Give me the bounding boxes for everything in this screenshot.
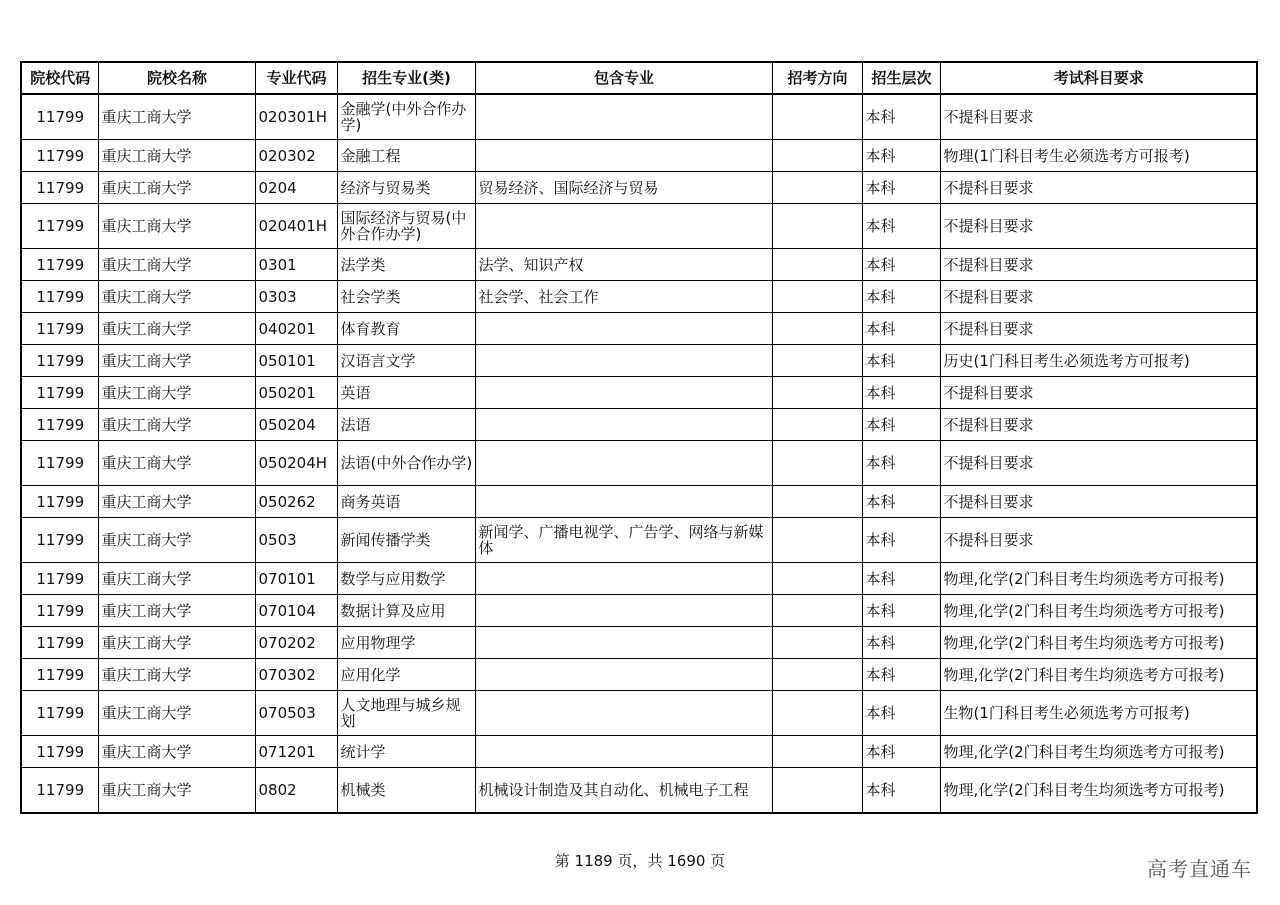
- cell-direction: [772, 518, 862, 563]
- header-level: 招生层次: [862, 62, 940, 94]
- cell-direction: [772, 313, 862, 345]
- cell-level: 本科: [862, 172, 940, 204]
- cell-requirement: 不提科目要求: [940, 518, 1257, 563]
- cell-includes: [475, 94, 772, 140]
- cell-requirement: 不提科目要求: [940, 377, 1257, 409]
- header-school-code: 院校代码: [21, 62, 98, 94]
- cell-requirement: 不提科目要求: [940, 204, 1257, 249]
- cell-school-code: 11799: [21, 486, 98, 518]
- cell-major-code: 070503: [255, 691, 337, 736]
- cell-level: 本科: [862, 441, 940, 486]
- cell-school-code: 11799: [21, 204, 98, 249]
- cell-major: 商务英语: [337, 486, 475, 518]
- table-row: [21, 627, 1257, 659]
- cell-school-code: 11799: [21, 563, 98, 595]
- cell-includes: [475, 204, 772, 249]
- header-direction: 招考方向: [772, 62, 862, 94]
- cell-school-code: 11799: [21, 94, 98, 140]
- cell-requirement: 物理,化学(2门科目考生均须选考方可报考): [940, 595, 1257, 627]
- cell-includes: [475, 377, 772, 409]
- cell-major-code: 070202: [255, 627, 337, 659]
- cell-includes: [475, 595, 772, 627]
- cell-requirement: 不提科目要求: [940, 94, 1257, 140]
- cell-major: 法学类: [337, 249, 475, 281]
- cell-school-code: 11799: [21, 172, 98, 204]
- cell-major-code: 070101: [255, 563, 337, 595]
- cell-school-code: 11799: [21, 518, 98, 563]
- cell-major-code: 0303: [255, 281, 337, 313]
- cell-direction: [772, 659, 862, 691]
- cell-includes: 贸易经济、国际经济与贸易: [475, 172, 772, 204]
- cell-level: 本科: [862, 518, 940, 563]
- cell-major: 新闻传播学类: [337, 518, 475, 563]
- header-major: 招生专业(类): [337, 62, 475, 94]
- cell-school-code: 11799: [21, 768, 98, 814]
- table-row: [21, 140, 1257, 172]
- table-row: [21, 172, 1257, 204]
- header-includes: 包含专业: [475, 62, 772, 94]
- cell-level: 本科: [862, 691, 940, 736]
- cell-school-name: 重庆工商大学: [98, 172, 255, 204]
- cell-includes: [475, 409, 772, 441]
- cell-major-code: 0204: [255, 172, 337, 204]
- cell-major: 金融学(中外合作办学): [337, 94, 475, 140]
- cell-major: 金融工程: [337, 140, 475, 172]
- cell-school-code: 11799: [21, 345, 98, 377]
- cell-school-name: 重庆工商大学: [98, 409, 255, 441]
- cell-requirement: 不提科目要求: [940, 172, 1257, 204]
- cell-direction: [772, 281, 862, 313]
- table-row: [21, 595, 1257, 627]
- cell-school-code: 11799: [21, 627, 98, 659]
- cell-school-name: 重庆工商大学: [98, 204, 255, 249]
- cell-school-name: 重庆工商大学: [98, 563, 255, 595]
- cell-school-name: 重庆工商大学: [98, 377, 255, 409]
- cell-major: 机械类: [337, 768, 475, 814]
- cell-requirement: 生物(1门科目考生必须选考方可报考): [940, 691, 1257, 736]
- cell-school-name: 重庆工商大学: [98, 518, 255, 563]
- cell-major-code: 050204H: [255, 441, 337, 486]
- cell-level: 本科: [862, 377, 940, 409]
- cell-includes: [475, 313, 772, 345]
- cell-requirement: 不提科目要求: [940, 249, 1257, 281]
- cell-school-code: 11799: [21, 249, 98, 281]
- cell-major: 社会学类: [337, 281, 475, 313]
- cell-level: 本科: [862, 281, 940, 313]
- table-row: [21, 249, 1257, 281]
- cell-requirement: 不提科目要求: [940, 313, 1257, 345]
- cell-level: 本科: [862, 140, 940, 172]
- cell-includes: [475, 140, 772, 172]
- cell-direction: [772, 627, 862, 659]
- cell-major-code: 050204: [255, 409, 337, 441]
- cell-major-code: 071201: [255, 736, 337, 768]
- cell-level: 本科: [862, 595, 940, 627]
- cell-major: 统计学: [337, 736, 475, 768]
- cell-major: 应用化学: [337, 659, 475, 691]
- table-row: [21, 659, 1257, 691]
- cell-school-code: 11799: [21, 659, 98, 691]
- cell-major: 应用物理学: [337, 627, 475, 659]
- cell-major-code: 040201: [255, 313, 337, 345]
- cell-includes: [475, 441, 772, 486]
- cell-major: 数学与应用数学: [337, 563, 475, 595]
- cell-school-name: 重庆工商大学: [98, 140, 255, 172]
- cell-major: 英语: [337, 377, 475, 409]
- cell-major: 汉语言文学: [337, 345, 475, 377]
- cell-major-code: 020401H: [255, 204, 337, 249]
- cell-school-code: 11799: [21, 281, 98, 313]
- cell-major: 法语(中外合作办学): [337, 441, 475, 486]
- cell-requirement: 不提科目要求: [940, 409, 1257, 441]
- cell-level: 本科: [862, 486, 940, 518]
- cell-major-code: 050101: [255, 345, 337, 377]
- cell-level: 本科: [862, 94, 940, 140]
- cell-requirement: 物理,化学(2门科目考生均须选考方可报考): [940, 563, 1257, 595]
- cell-direction: [772, 204, 862, 249]
- cell-major-code: 0503: [255, 518, 337, 563]
- cell-school-name: 重庆工商大学: [98, 345, 255, 377]
- cell-direction: [772, 441, 862, 486]
- cell-school-code: 11799: [21, 409, 98, 441]
- header-major-code: 专业代码: [255, 62, 337, 94]
- cell-direction: [772, 768, 862, 814]
- cell-major-code: 0802: [255, 768, 337, 814]
- cell-direction: [772, 563, 862, 595]
- cell-major: 法语: [337, 409, 475, 441]
- cell-school-code: 11799: [21, 691, 98, 736]
- table-row: [21, 281, 1257, 313]
- table-row: [21, 204, 1257, 249]
- cell-direction: [772, 172, 862, 204]
- cell-school-name: 重庆工商大学: [98, 736, 255, 768]
- table-row: [21, 345, 1257, 377]
- header-requirement: 考试科目要求: [940, 62, 1257, 94]
- table-row: [21, 441, 1257, 486]
- cell-direction: [772, 486, 862, 518]
- cell-includes: 社会学、社会工作: [475, 281, 772, 313]
- cell-includes: [475, 486, 772, 518]
- table-header-row: [21, 62, 1257, 94]
- cell-includes: 新闻学、广播电视学、广告学、网络与新媒体: [475, 518, 772, 563]
- table-row: [21, 94, 1257, 140]
- cell-school-name: 重庆工商大学: [98, 249, 255, 281]
- cell-direction: [772, 691, 862, 736]
- cell-school-code: 11799: [21, 441, 98, 486]
- cell-requirement: 不提科目要求: [940, 441, 1257, 486]
- admission-table: [20, 61, 1258, 814]
- table-row: [21, 518, 1257, 563]
- page-number: 第 1189 页，共 1690 页: [554, 852, 726, 870]
- cell-level: 本科: [862, 204, 940, 249]
- cell-includes: [475, 627, 772, 659]
- watermark-text: 高考直通车: [1147, 857, 1252, 881]
- cell-school-name: 重庆工商大学: [98, 627, 255, 659]
- cell-level: 本科: [862, 659, 940, 691]
- cell-school-code: 11799: [21, 313, 98, 345]
- table-row: [21, 768, 1257, 814]
- cell-direction: [772, 377, 862, 409]
- cell-requirement: 物理,化学(2门科目考生均须选考方可报考): [940, 736, 1257, 768]
- cell-major-code: 050201: [255, 377, 337, 409]
- table-row: [21, 313, 1257, 345]
- cell-school-name: 重庆工商大学: [98, 94, 255, 140]
- cell-school-name: 重庆工商大学: [98, 486, 255, 518]
- cell-level: 本科: [862, 563, 940, 595]
- cell-direction: [772, 345, 862, 377]
- cell-requirement: 物理,化学(2门科目考生均须选考方可报考): [940, 768, 1257, 814]
- table-row: [21, 409, 1257, 441]
- header-school-name: 院校名称: [98, 62, 255, 94]
- cell-school-name: 重庆工商大学: [98, 659, 255, 691]
- cell-level: 本科: [862, 627, 940, 659]
- cell-school-code: 11799: [21, 377, 98, 409]
- cell-requirement: 物理,化学(2门科目考生均须选考方可报考): [940, 659, 1257, 691]
- cell-major: 经济与贸易类: [337, 172, 475, 204]
- cell-level: 本科: [862, 345, 940, 377]
- cell-includes: [475, 659, 772, 691]
- cell-school-name: 重庆工商大学: [98, 441, 255, 486]
- cell-includes: 法学、知识产权: [475, 249, 772, 281]
- cell-level: 本科: [862, 736, 940, 768]
- cell-direction: [772, 140, 862, 172]
- table-row: [21, 563, 1257, 595]
- cell-requirement: 不提科目要求: [940, 281, 1257, 313]
- table-row: [21, 486, 1257, 518]
- cell-includes: [475, 345, 772, 377]
- cell-school-name: 重庆工商大学: [98, 595, 255, 627]
- cell-major-code: 050262: [255, 486, 337, 518]
- cell-major: 数据计算及应用: [337, 595, 475, 627]
- cell-major: 国际经济与贸易(中外合作办学): [337, 204, 475, 249]
- cell-major-code: 020302: [255, 140, 337, 172]
- table-row: [21, 691, 1257, 736]
- cell-school-code: 11799: [21, 595, 98, 627]
- cell-level: 本科: [862, 313, 940, 345]
- table-body: [21, 94, 1257, 813]
- table-row: [21, 736, 1257, 768]
- cell-includes: [475, 736, 772, 768]
- cell-includes: [475, 563, 772, 595]
- cell-includes: 机械设计制造及其自动化、机械电子工程: [475, 768, 772, 814]
- cell-requirement: 不提科目要求: [940, 486, 1257, 518]
- table-row: [21, 377, 1257, 409]
- cell-school-name: 重庆工商大学: [98, 768, 255, 814]
- cell-level: 本科: [862, 409, 940, 441]
- cell-requirement: 物理,化学(2门科目考生均须选考方可报考): [940, 627, 1257, 659]
- cell-level: 本科: [862, 249, 940, 281]
- cell-major-code: 070104: [255, 595, 337, 627]
- cell-direction: [772, 249, 862, 281]
- cell-school-code: 11799: [21, 736, 98, 768]
- cell-major-code: 070302: [255, 659, 337, 691]
- cell-level: 本科: [862, 768, 940, 814]
- cell-school-name: 重庆工商大学: [98, 691, 255, 736]
- cell-major: 人文地理与城乡规划: [337, 691, 475, 736]
- cell-major-code: 0301: [255, 249, 337, 281]
- cell-requirement: 历史(1门科目考生必须选考方可报考): [940, 345, 1257, 377]
- cell-direction: [772, 595, 862, 627]
- cell-direction: [772, 736, 862, 768]
- cell-includes: [475, 691, 772, 736]
- cell-school-name: 重庆工商大学: [98, 313, 255, 345]
- cell-major: 体育教育: [337, 313, 475, 345]
- cell-school-code: 11799: [21, 140, 98, 172]
- cell-major-code: 020301H: [255, 94, 337, 140]
- cell-requirement: 物理(1门科目考生必须选考方可报考): [940, 140, 1257, 172]
- cell-direction: [772, 409, 862, 441]
- cell-direction: [772, 94, 862, 140]
- cell-school-name: 重庆工商大学: [98, 281, 255, 313]
